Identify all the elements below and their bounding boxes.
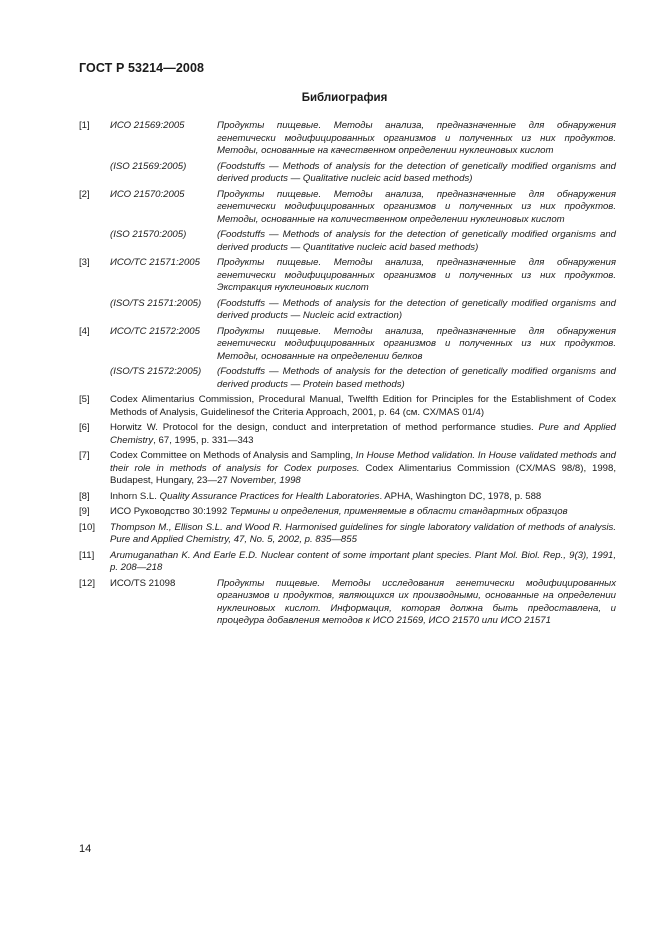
ref-number: [8] — [79, 490, 90, 502]
ref-code: (ISO/TS 21572:2005) — [110, 366, 202, 378]
ref-number — [79, 298, 110, 323]
ref-number: [10] — [79, 521, 96, 533]
ref-number: [3] — [79, 257, 90, 269]
ref-number: [4] — [79, 325, 90, 337]
ref-code: (ISO 21570:2005) — [110, 229, 187, 241]
ref-number: [6] — [79, 422, 90, 434]
ref-description: Продукты пищевые. Методы анализа, предназначенные для обнаружения генетически модифицированных организмов и полученных из них продуктов. Методы, основанные на качественном определении нуклеиновых кислот — [217, 120, 616, 157]
ref-description: Продукты пищевые. Методы анализа, предназначенные для обнаружения генетически модифицированных организмов и полученных из них продуктов. Экстракция нуклеиновых кислот — [217, 257, 616, 294]
ref-text: ИСО Руководство 30:1992 Термины и определения, применяемые в области стандартных образцов — [110, 506, 568, 518]
list-item — [79, 550, 616, 575]
ref-text: Codex Alimentarius Commission, Procedural Manual, Twelfth Edition for Principles for the Establishment of Codex Methods of Analysis, Guidelinesof the Criteria Approach, 2001, p. 64 (см. CX/MAS 01/4) — [110, 394, 616, 418]
list-item — [79, 326, 616, 364]
list-item — [79, 161, 616, 186]
list-item — [79, 366, 616, 391]
ref-number: [2] — [79, 188, 90, 200]
doc-id-header: ГОСТ Р 53214—2008 — [79, 61, 205, 75]
ref-description: (Foodstuffs — Methods of analysis for the detection of genetically modified organisms and derived products — Qualitative nucleic acid based methods) — [217, 160, 616, 185]
ref-number — [79, 229, 110, 254]
list-item — [79, 506, 616, 519]
list-item — [79, 257, 616, 295]
list-item — [79, 578, 616, 628]
ref-number — [79, 161, 110, 186]
ref-description: (Foodstuffs — Methods of analysis for the detection of genetically modified organisms and derived products — Nucleic acid extraction) — [217, 297, 616, 322]
page-title: Библиография — [301, 92, 388, 104]
ref-text: Codex Committee on Methods of Analysis and Sampling, In House Method validation. In House validated methods and their role in methods of analysis for Codex purposes. Codex Alimentarius Commission (CX/MAS 98/8), 1998, Budapest, Hungary, 23—27 November, 1998 — [110, 450, 616, 487]
list-item — [79, 394, 616, 419]
ref-code: ИСО 21569:2005 — [110, 120, 185, 131]
ref-code: (ISO 21569:2005) — [110, 160, 187, 172]
ref-description: (Foodstuffs — Methods of analysis for the detection of genetically modified organisms and derived products — Protein based methods) — [217, 366, 616, 390]
list-item — [79, 491, 616, 504]
ref-text: Arumuganathan K. And Earle E.D. Nuclear content of some important plant species. Plant Mol. Biol. Rep., 9(3), 1991, p. 208—218 — [110, 549, 616, 574]
ref-code: ИСО/ТС 21572:2005 — [110, 325, 200, 337]
ref-code: ИСО/ТС 21571:2005 — [110, 257, 200, 269]
list-item — [79, 189, 616, 227]
list-item — [79, 450, 616, 488]
list-item — [79, 522, 616, 547]
ref-number: [1] — [79, 120, 90, 131]
ref-number: [11] — [79, 549, 95, 561]
ref-code: ИСО/TS 21098 — [110, 577, 176, 589]
list-item — [79, 120, 616, 158]
ref-code: (ISO/TS 21571:2005) — [110, 297, 202, 309]
list-item — [79, 298, 616, 323]
ref-description: Продукты пищевые. Методы исследования генетически модифицированных организмов и продуктов, являющихся их производными, основанные на определении нуклеиновых кислот. Информация, которая должна быть предоставлена, и процедура добавления методов к ИСО 21569, ИСО 21570 или ИСО 21571 — [217, 577, 616, 627]
ref-number: [9] — [79, 506, 90, 518]
ref-description: Продукты пищевые. Методы анализа, предназначенные для обнаружения генетически модифицированных организмов и полученных из них продуктов. Методы, основанные на определении белков — [217, 325, 616, 362]
ref-number — [79, 366, 110, 391]
ref-number: [7] — [79, 450, 90, 462]
ref-description: Продукты пищевые. Методы анализа, предназначенные для обнаружения генетически модифицированных организмов и полученных из них продуктов. Методы, основанные на количественном определении нуклеиновых кислот — [217, 188, 616, 225]
bibliography-list — [79, 120, 616, 631]
ref-number: [12] — [79, 577, 96, 589]
ref-description: (Foodstuffs — Methods of analysis for the detection of genetically modified organisms and derived products — Quantitative nucleic acid based methods) — [217, 229, 616, 253]
ref-number: [5] — [79, 394, 90, 406]
ref-text: Horwitz W. Protocol for the design, conduct and interpretation of method performance studies. Pure and Applied Chemistry, 67, 1995, p. 331—343 — [110, 422, 616, 446]
page-number: 14 — [79, 843, 92, 855]
ref-text: Inhorn S.L. Quality Assurance Practices for Health Laboratories. APHA, Washington DC, 1978, p. 588 — [110, 490, 542, 502]
ref-text: Thompson M., Ellison S.L. and Wood R. Harmonised guidelines for single laboratory validation of methods of analysis. Pure and Applied Chemistry, 47, No. 5, 2002, p. 835—855 — [110, 521, 616, 546]
list-item — [79, 422, 616, 447]
ref-code: ИСО 21570:2005 — [110, 188, 185, 200]
list-item — [79, 229, 616, 254]
